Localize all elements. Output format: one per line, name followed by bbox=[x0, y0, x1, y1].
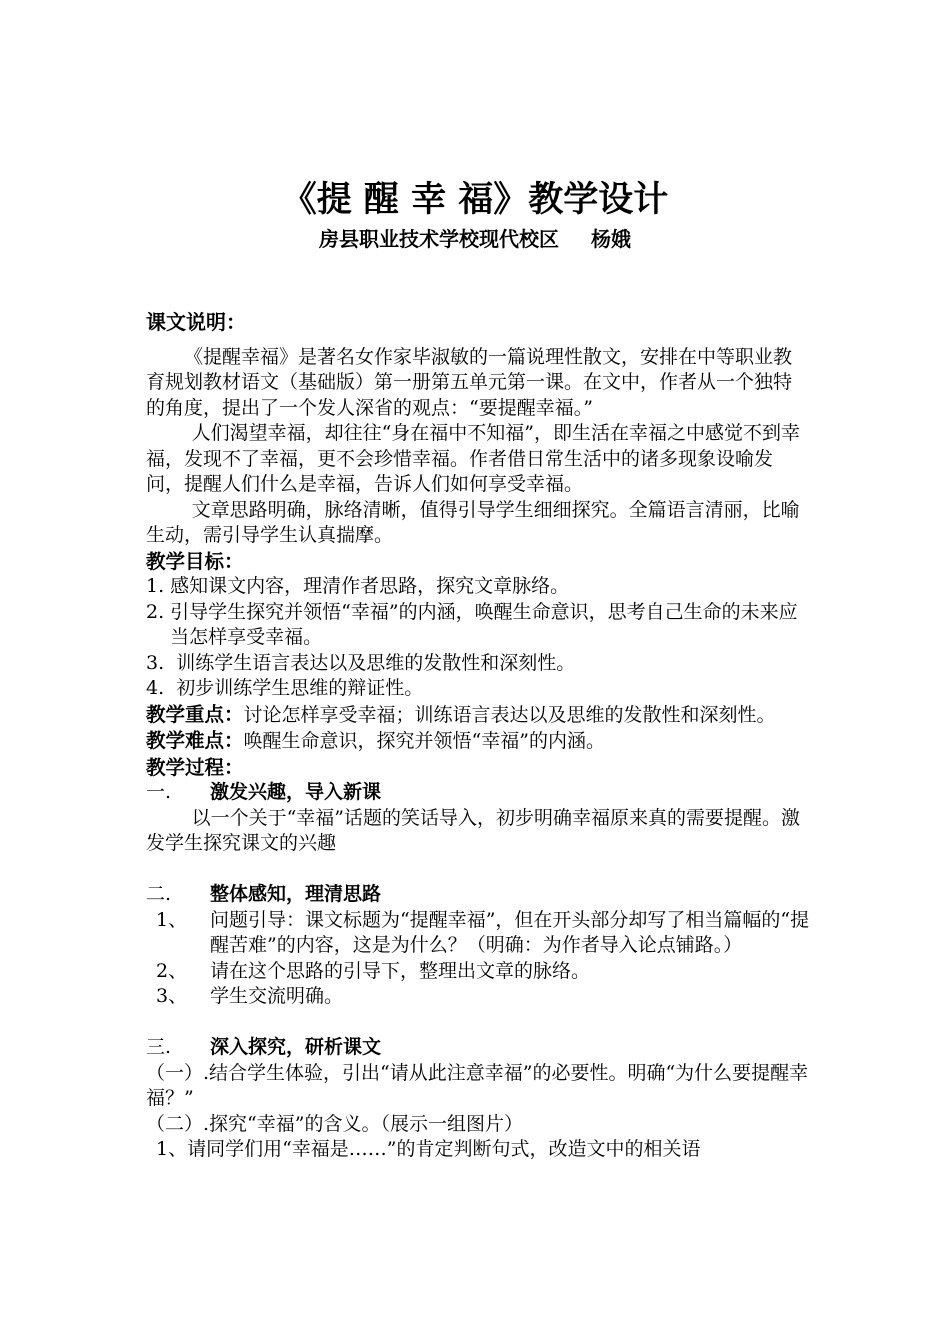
teaching-focus bbox=[146, 702, 810, 729]
goals-heading: 教学目标： bbox=[146, 549, 244, 573]
intro-paragraph-2: 人们渴望幸福，却往往“身在福中不知福”，即生活在幸福之中感觉不到幸福，发现不了幸福，更不会珍惜幸福。作者借日常生活中的诸多现象设喻发问，提醒人们什么是幸福，告诉人们如何享受幸福。 bbox=[146, 422, 801, 495]
goal-item: 4. 初步训练学生思维的辩证性。 bbox=[146, 677, 424, 699]
author-name: 杨娥 bbox=[591, 227, 631, 251]
teaching-difficulty bbox=[146, 728, 810, 755]
section-1-text: 以一个关于“幸福”话题的笑话导入，初步明确幸福原来真的需要提醒。激发学生探究课文的兴趣 bbox=[146, 806, 801, 854]
document-byline bbox=[0, 225, 950, 253]
section-3-part-3: 1、请同学们用“幸福是……”的肯定判断句式，改造文中的相关语 bbox=[156, 1138, 701, 1160]
goal-item: 2. 引导学生探究并领悟“幸福”的内涵，唤醒生命意识，思考自己生命的未来应当怎样享受幸福。 bbox=[146, 600, 798, 648]
process-heading: 教学过程： bbox=[146, 755, 244, 779]
focus-label: 教学重点： bbox=[146, 702, 244, 726]
section-3-heading: 三. 深入探究，研析课文 bbox=[146, 1036, 382, 1058]
difficulty-text: 唤醒生命意识，探究并领悟“幸福”的内涵。 bbox=[243, 730, 605, 752]
focus-text: 讨论怎样享受幸福；训练语言表达以及思维的发散性和深刻性。 bbox=[243, 703, 776, 726]
difficulty-label: 教学难点： bbox=[146, 729, 244, 752]
intro-heading: 课文说明： bbox=[146, 310, 246, 334]
intro-paragraph-3: 文章思路明确，脉络清晰，值得引导学生细细探究。全篇语言清丽，比喻生动，需引导学生认真揣摩。 bbox=[146, 498, 800, 546]
document-body bbox=[146, 310, 810, 1163]
intro-paragraph-1: 《提醒幸福》是著名女作家毕淑敏的一篇说理性散文，安排在中等职业教育规划教材语文（基础版）第一册第五单元第一课。在文中，作者从一个独特的角度，提出了一个发人深省的观点：“要提醒幸福。” bbox=[146, 345, 793, 419]
goal-item: 3. 训练学生语言表达以及思维的发散性和深刻性。 bbox=[146, 651, 576, 674]
goal-item: 1. 感知课文内容，理清作者思路，探究文章脉络。 bbox=[146, 575, 570, 597]
school-name: 房县职业技术学校现代校区 bbox=[319, 227, 559, 251]
section-3-part-1: （一）.结合学生体验，引出“请从此注意幸福”的必要性。明确“为什么要提醒幸福？” bbox=[146, 1061, 809, 1109]
section-1-heading: 一. 激发兴趣，导入新课 bbox=[146, 781, 382, 803]
section-2-item: 1、 问题引导：课文标题为“提醒幸福”，但在开头部分却写了相当篇幅的“提醒苦难”的内容，这是为什么？（明确：为作者导入论点铺路。） bbox=[156, 908, 810, 956]
document-title: 《提 醒 幸 福》教学设计 bbox=[281, 180, 669, 220]
section-2-heading: 二. 整体感知，理清思路 bbox=[146, 883, 382, 905]
section-2-item: 3、 学生交流明确。 bbox=[156, 985, 344, 1007]
section-3-part-2: （二）.探究“幸福”的含义。（展示一组图片） bbox=[146, 1112, 523, 1135]
section-2-item: 2、 请在这个思路的引导下，整理出文章的脉络。 bbox=[156, 959, 591, 982]
